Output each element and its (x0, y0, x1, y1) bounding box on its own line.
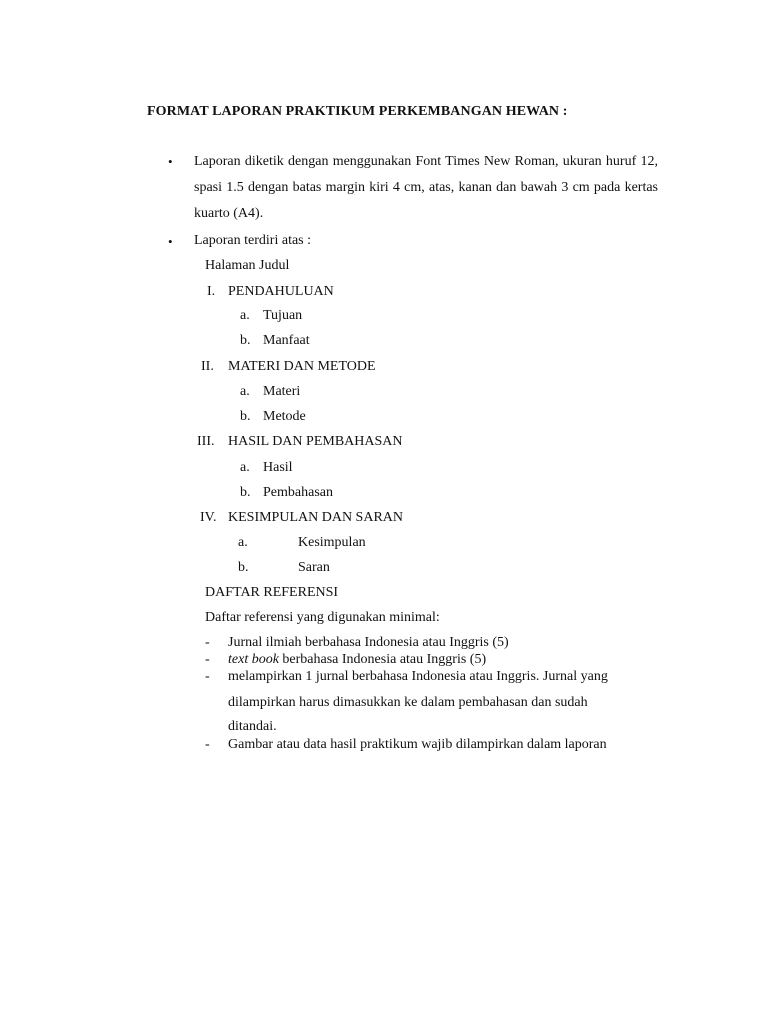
bullet-paragraph-format: Laporan diketik dengan menggunakan Font Times New Roman, ukuran huruf 12, spasi 1.5 dengan batas margin kiri 4 cm, atas, kanan dan bawah 3 cm pada kertas kuarto (A4). (194, 154, 658, 221)
bullet-icon: • (168, 234, 173, 249)
section-heading-daftar-referensi: DAFTAR REFERENSI (205, 585, 339, 600)
subitem-letter: a. (240, 384, 250, 399)
subitem-text: Manfaat (263, 333, 310, 348)
referensi-item-line: ditandai. (228, 719, 277, 734)
section-numeral: II. (201, 359, 214, 374)
page-title: FORMAT LAPORAN PRAKTIKUM PERKEMBANGAN HEWAN : (147, 104, 568, 119)
dash-marker: - (205, 669, 210, 684)
subitem-letter: b. (240, 333, 251, 348)
section-heading-materi-metode: MATERI DAN METODE (228, 359, 376, 374)
subitem-letter: a. (238, 535, 248, 550)
dash-marker: - (205, 652, 210, 667)
subitem-text: Saran (298, 560, 330, 575)
referensi-item: Jurnal ilmiah berbahasa Indonesia atau Inggris (5) (228, 635, 509, 650)
subitem-text: Hasil (263, 460, 293, 475)
referensi-item-italic: text book (228, 652, 279, 667)
section-numeral: III. (197, 434, 215, 449)
subitem-letter: b. (240, 409, 251, 424)
bullet-icon: • (168, 154, 173, 169)
referensi-item-line: melampirkan 1 jurnal berbahasa Indonesia atau Inggris. Jurnal yang (228, 669, 608, 684)
section-heading-kesimpulan-saran: KESIMPULAN DAN SARAN (228, 510, 404, 525)
referensi-item (228, 653, 486, 667)
subitem-text: Metode (263, 409, 306, 424)
section-numeral: I. (207, 284, 216, 299)
referensi-item: Gambar atau data hasil praktikum wajib dilampirkan dalam laporan (228, 737, 607, 752)
subitem-letter: b. (238, 560, 249, 575)
referensi-intro: Daftar referensi yang digunakan minimal: (205, 610, 440, 625)
section-heading-pendahuluan: PENDAHULUAN (228, 284, 334, 299)
referensi-item-rest: berbahasa Indonesia atau Inggris (5) (278, 652, 487, 667)
section-numeral: IV. (200, 510, 217, 525)
subitem-text: Kesimpulan (298, 535, 366, 550)
subitem-text: Tujuan (263, 308, 303, 323)
referensi-item-line: dilampirkan harus dimasukkan ke dalam pembahasan dan sudah (228, 695, 588, 710)
subitem-letter: b. (240, 485, 251, 500)
bullet-paragraph-structure: Laporan terdiri atas : (194, 233, 312, 248)
outline-item-halaman-judul: Halaman Judul (205, 258, 290, 273)
dash-marker: - (205, 737, 210, 752)
subitem-letter: a. (240, 460, 250, 475)
dash-marker: - (205, 635, 210, 650)
subitem-letter: a. (240, 308, 250, 323)
section-heading-hasil-pembahasan: HASIL DAN PEMBAHASAN (228, 434, 403, 449)
subitem-text: Pembahasan (263, 485, 333, 500)
subitem-text: Materi (263, 384, 301, 399)
